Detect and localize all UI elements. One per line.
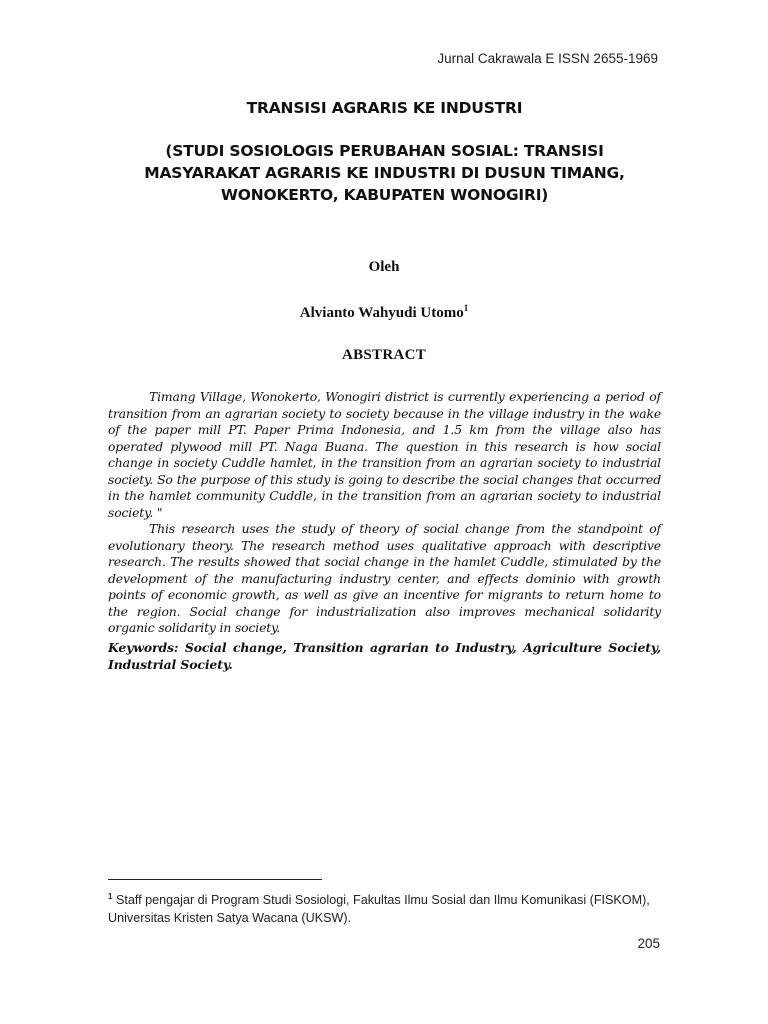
- author-footnote-mark: 1: [463, 303, 469, 313]
- abstract-paragraph-1: Timang Village, Wonokerto, Wonogiri district is currently experiencing a period of transition from an agrarian society to society because in the village industry in the wake of the paper mill PT. Paper Prima Indonesia, and 1.5 km from the village also has operated plywood mill PT. Naga Buana. The question in this research is how social change in society Cuddle hamlet, in the transition from an agrarian society to industrial society. So the purpose of this study is going to describe the social changes that occurred in the hamlet community Cuddle, in the transition from an agrarian society to industrial society. ": [108, 389, 661, 520]
- abstract-body: [108, 389, 661, 637]
- footnote-text: Staff pengajar di Program Studi Sosiologi, Fakultas Ilmu Sosial dan Ilmu Komunikasi (FISKOM), Universitas Kristen Satya Wacana (UKSW).: [108, 893, 650, 926]
- keywords: Keywords: Social change, Transition agrarian to Industry, Agriculture Society, Industrial Society.: [108, 640, 661, 672]
- author-name-text: Alvianto Wahyudi Utomo: [299, 305, 464, 321]
- author-name: [0, 303, 768, 322]
- title-main: TRANSISI AGRARIS KE INDUSTRI: [246, 99, 523, 117]
- footnote: [108, 888, 661, 927]
- footnote-mark: 1: [108, 892, 113, 901]
- journal-header: Jurnal Cakrawala E ISSN 2655-1969: [437, 51, 658, 66]
- title-subtitle: (STUDI SOSIOLOGIS PERUBAHAN SOSIAL: TRANSISI MASYARAKAT AGRARIS KE INDUSTRI DI DUSUN TIMANG, WONOKERTO, KABUPATEN WONOGIRI): [144, 142, 625, 204]
- paper-title: [108, 98, 661, 206]
- footnote-divider: [108, 879, 322, 880]
- page-number: 205: [637, 936, 660, 951]
- abstract-paragraph-2: This research uses the study of theory of social change from the standpoint of evolutionary theory. The research method uses qualitative approach with descriptive research. The results showed that social change in the hamlet Cuddle, stimulated by the development of the manufacturing industry center, and effects dominio with growth points of economic growth, as well as give an incentive for migrants to return home to the region. Social change for industrialization also improves mechanical solidarity organic solidarity in society.: [108, 521, 661, 635]
- abstract-heading: ABSTRACT: [341, 347, 427, 363]
- byline-label: Oleh: [368, 259, 400, 275]
